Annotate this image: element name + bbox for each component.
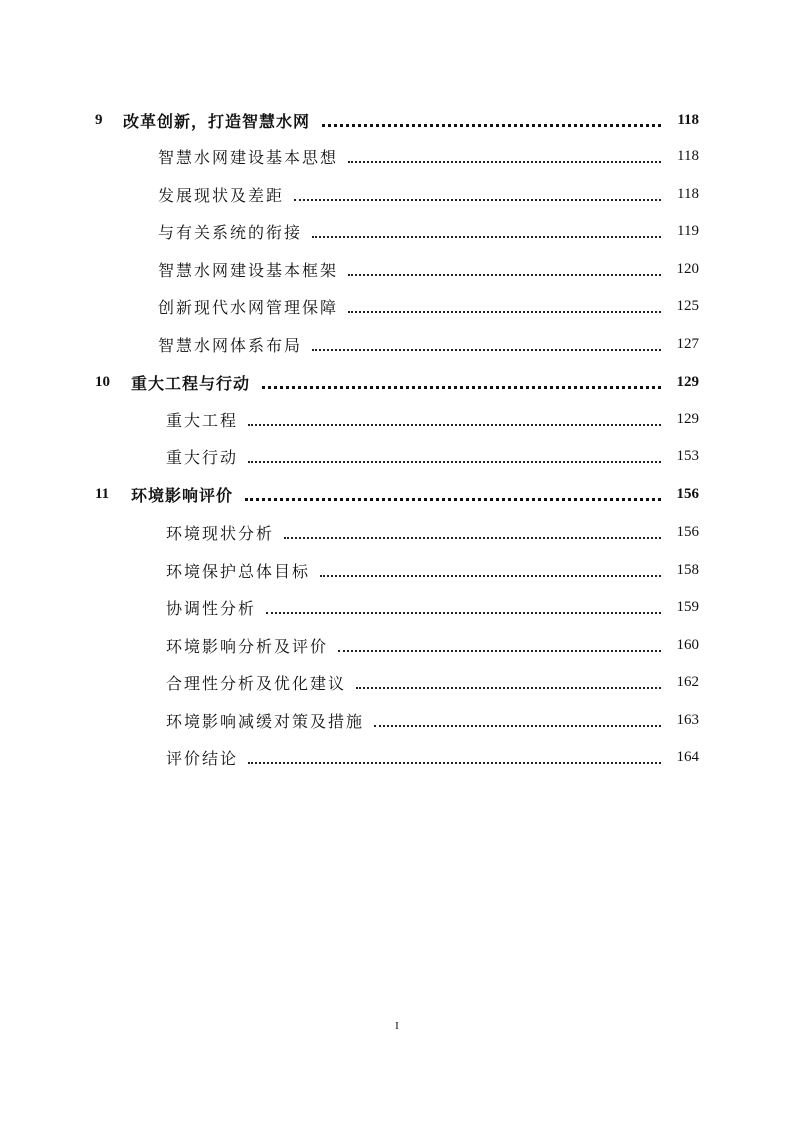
toc-item-title: 环境现状分析 <box>166 523 275 543</box>
toc-item-page-number: 163 <box>676 711 699 728</box>
toc-item[interactable] <box>166 406 699 432</box>
dot-leader <box>284 536 661 539</box>
dot-leader <box>348 310 661 313</box>
toc-item-title: 智慧水网建设基本思想 <box>158 147 339 167</box>
toc-item-title: 重大工程 <box>166 410 239 430</box>
toc-item[interactable] <box>166 557 699 583</box>
dot-leader <box>322 123 661 127</box>
toc-item-page-number: 164 <box>676 748 699 765</box>
toc-item-title: 协调性分析 <box>166 598 257 618</box>
toc-item-title: 评价结论 <box>166 748 239 768</box>
dot-leader <box>312 348 661 351</box>
toc-item-page-number: 118 <box>677 185 699 202</box>
toc-item[interactable] <box>166 443 699 469</box>
chapter-number: 11 <box>95 485 110 502</box>
toc-item-title: 环境影响减缓对策及措施 <box>166 711 365 731</box>
dot-leader <box>266 611 661 614</box>
dot-leader <box>248 761 661 764</box>
toc-item[interactable] <box>158 218 699 244</box>
toc-item-page-number: 119 <box>677 222 699 239</box>
dot-leader <box>248 460 661 463</box>
dot-leader <box>374 724 661 727</box>
chapter-title: 环境影响评价 <box>131 485 234 505</box>
page-footer-number: I <box>395 1020 399 1032</box>
chapter-number: 10 <box>95 373 110 390</box>
chapter-title: 改革创新，打造智慧水网 <box>123 111 311 131</box>
toc-item-title: 环境影响分析及评价 <box>166 636 329 656</box>
dot-leader <box>348 160 661 163</box>
toc-chapter-11[interactable] <box>95 481 699 507</box>
dot-leader <box>338 649 661 652</box>
dot-leader <box>262 385 661 389</box>
toc-item-page-number: 127 <box>676 335 699 352</box>
toc-chapter-10[interactable] <box>95 369 699 395</box>
toc-item-page-number: 160 <box>676 636 699 653</box>
toc-item-page-number: 120 <box>676 260 699 277</box>
toc-item[interactable] <box>166 707 699 733</box>
toc-item[interactable] <box>166 632 699 658</box>
toc-item[interactable] <box>158 256 699 282</box>
dot-leader <box>356 686 661 689</box>
toc-item[interactable] <box>166 669 699 695</box>
chapter-title: 重大工程与行动 <box>131 373 251 393</box>
toc-item-page-number: 158 <box>676 561 699 578</box>
toc-item-title: 与有关系统的衔接 <box>158 222 303 242</box>
toc-item-title: 重大行动 <box>166 447 239 467</box>
toc-chapter-9[interactable] <box>95 107 699 133</box>
toc-item-title: 合理性分析及优化建议 <box>166 673 347 693</box>
toc-item[interactable] <box>158 143 699 169</box>
chapter-page-number: 118 <box>677 111 699 128</box>
dot-leader <box>245 497 661 501</box>
dot-leader <box>248 423 661 426</box>
dot-leader <box>294 198 661 201</box>
toc-item-title: 智慧水网体系布局 <box>158 335 303 355</box>
toc-item-page-number: 159 <box>676 598 699 615</box>
chapter-page-number: 156 <box>676 485 699 502</box>
toc-item-page-number: 129 <box>676 410 699 427</box>
dot-leader <box>348 273 661 276</box>
toc-item[interactable] <box>158 331 699 357</box>
toc-item[interactable] <box>166 519 699 545</box>
toc-item[interactable] <box>158 293 699 319</box>
toc-item[interactable] <box>166 594 699 620</box>
dot-leader <box>312 235 661 238</box>
toc-item-page-number: 162 <box>676 673 699 690</box>
toc-item-page-number: 156 <box>676 523 699 540</box>
toc-item[interactable] <box>166 744 699 770</box>
dot-leader <box>320 574 661 577</box>
chapter-page-number: 129 <box>676 373 699 390</box>
toc-item-page-number: 118 <box>677 147 699 164</box>
toc-item-page-number: 153 <box>676 447 699 464</box>
toc-item-title: 环境保护总体目标 <box>166 561 311 581</box>
toc-item[interactable] <box>158 181 699 207</box>
toc-item-title: 创新现代水网管理保障 <box>158 297 339 317</box>
toc-item-page-number: 125 <box>676 297 699 314</box>
chapter-number: 9 <box>95 111 103 128</box>
toc-item-title: 智慧水网建设基本框架 <box>158 260 339 280</box>
toc-item-title: 发展现状及差距 <box>158 185 285 205</box>
